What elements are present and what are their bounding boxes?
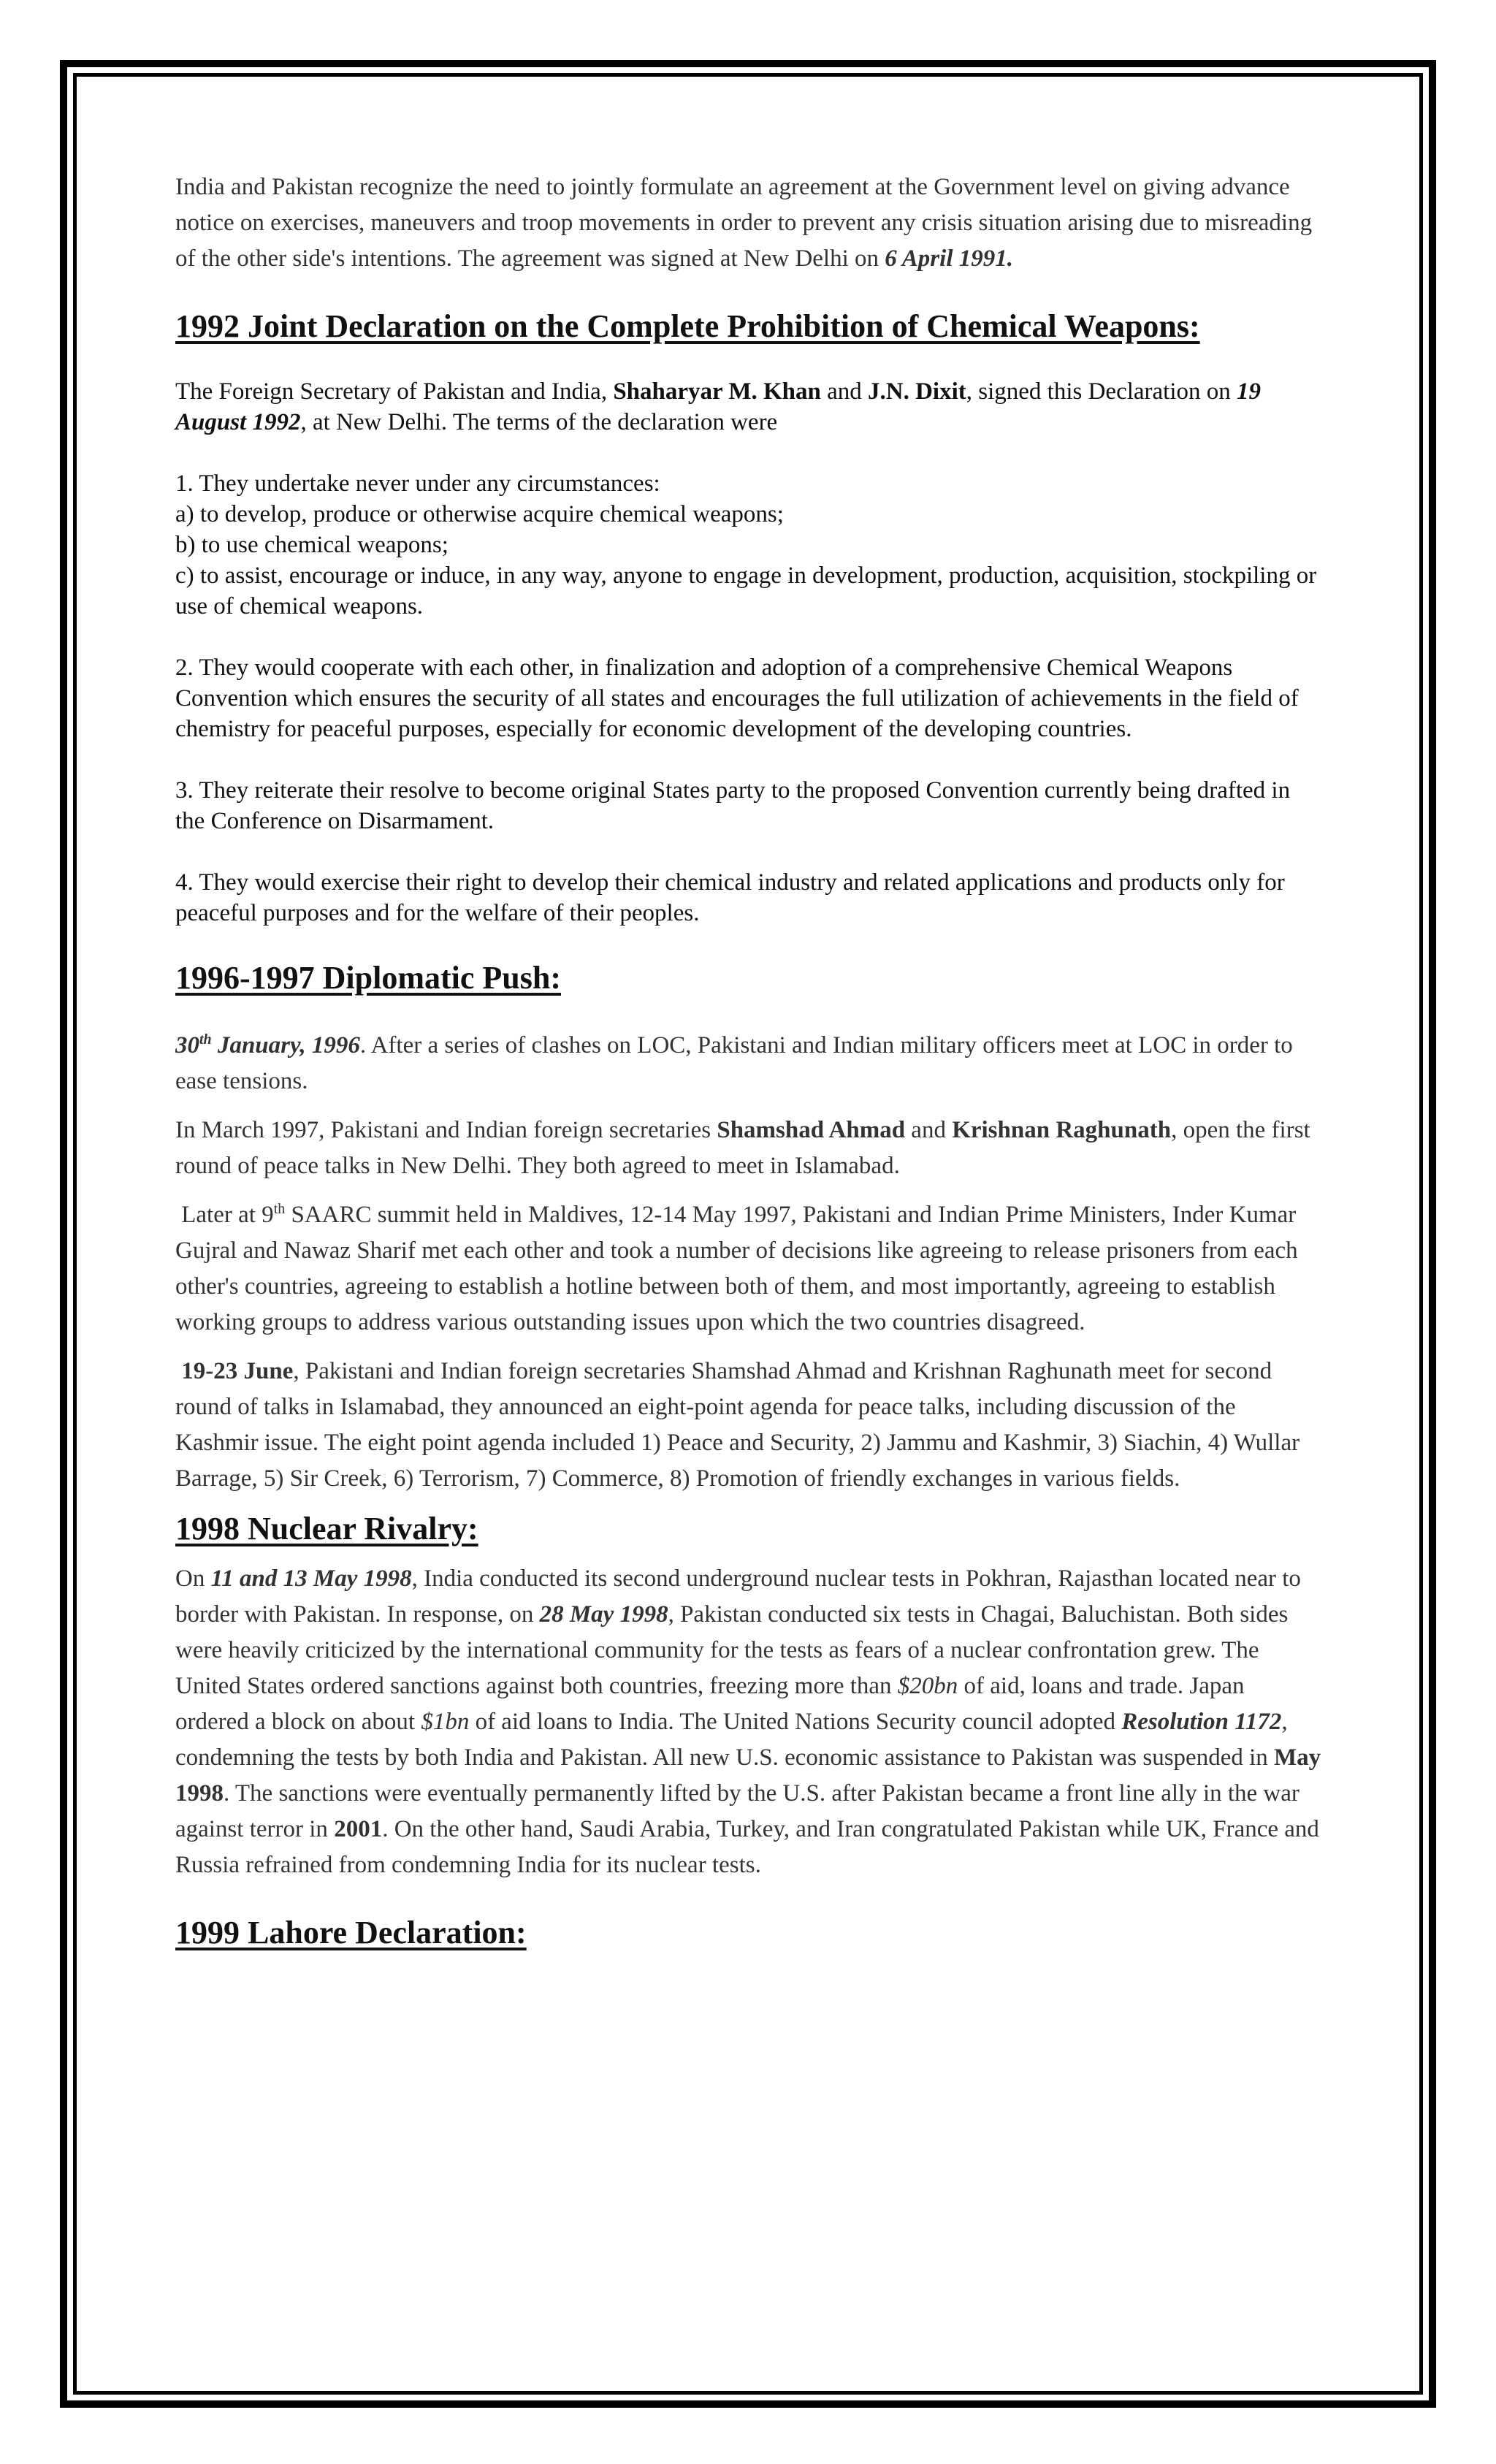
chem-intro-paragraph [175,376,1322,438]
diplo-day: 30 [175,1032,199,1059]
diplo-p3-b: SAARC summit held in Maldives, 12-14 May 1997, Pakistani and Indian Prime Ministers, Inder Kumar Gujral and Nawaz Sharif met each other and took a number of decisions like agreeing to release prisoners from each other's countries, agreeing to establish a hotline between both of them, and most importantly, agreeing to establish working groups to address various outstanding issues upon which the two countries disagreed. [175,1202,1298,1335]
diplo-p3-a: Later at 9 [181,1202,274,1228]
intro-paragraph [175,169,1322,277]
nuc-f: , condemning the tests by both India and Pakistan. All new U.S. economic assistance to Pakistan was suspended in [175,1709,1288,1771]
nuc-g: . The sanctions were eventually permanently lifted by the U.S. after Pakistan became a front line ally in the war against terror in [175,1780,1300,1842]
chem-p1-b: , signed this Declaration on [966,378,1237,405]
diplo-paragraph-2 [175,1113,1322,1184]
chem-p1-a: The Foreign Secretary of Pakistan and India, [175,378,614,405]
term-2: 2. They would cooperate with each other, in finalization and adoption of a comprehensive Chemical Weapons Convention which ensures the security of all states and encourages the full utilization of achievements in the field of chemistry for peaceful purposes, especially for economic development of the developing countries. [175,655,1299,742]
nuc-b: , India conducted its second underground nuclear tests in Pokhran, Rajasthan located near to border with Pakistan. In response, on [175,1565,1301,1628]
diplo-p4-text: , Pakistani and Indian foreign secretaries Shamshad Ahmad and Krishnan Raghunath meet for second round of talks in Islamabad, they announced an eight-point agenda for peace talks, including discussion of the Kashmir issue. The eight point agenda included 1) Peace and Security, 2) Jammu and Kashmir, 3) Siachin, 4) Wullar Barrage, 5) Sir Creek, 6) Terrorism, 7) Commerce, 8) Promotion of friendly exchanges in various fields. [175,1358,1300,1492]
intro-date: 6 April 1991. [885,245,1013,272]
name-jn-dixit: J.N. Dixit [868,378,966,405]
nuc-resolution: Resolution 1172 [1121,1709,1282,1735]
nuc-amount-2: $1bn [421,1709,470,1735]
diplo-p2-a: In March 1997, Pakistani and Indian foreign secretaries [175,1117,717,1143]
diplo-p2-and: and [905,1117,953,1143]
nuc-h: . On the other hand, Saudi Arabia, Turkey, and Iran congratulated Pakistan while UK, France and Russia refrained from condemning India for its nuclear tests. [175,1816,1319,1878]
chem-p1-and: and [820,378,869,405]
nuc-d: of aid, loans and trade. Japan ordered a block on about [175,1673,1245,1735]
nuclear-paragraph [175,1561,1322,1883]
term-1a: a) to develop, produce or otherwise acquire chemical weapons; [175,501,784,527]
term-1b: b) to use chemical weapons; [175,532,449,558]
intro-text: India and Pakistan recognize the need to jointly formulate an agreement at the Government level on giving advance notice on exercises, maneuvers and troop movements in order to prevent any crisis situation arising due to misreading of the other side's intentions. The agreement was signed at New Delhi on [175,174,1313,272]
nuc-e: of aid loans to India. The United Nations Security council adopted [469,1709,1122,1735]
name-shamshad-ahmad: Shamshad Ahmad [717,1117,906,1143]
nuc-c: , Pakistan conducted six tests in Chagai, Baluchistan. Both sides were heavily criticized by the international community for the tests as fears of a nuclear confrontation grew. The United States ordered sanctions against both countries, freezing more than [175,1601,1289,1699]
diplo-paragraph-4 [175,1354,1322,1497]
heading-diplomatic-push: 1996-1997 Diplomatic Push: [175,960,561,996]
nuc-date-1: 11 and 13 May 1998 [210,1565,412,1592]
nuc-a: On [175,1565,211,1592]
chem-date: 19 August 1992 [175,378,1262,435]
nuc-year: 2001 [334,1816,383,1842]
diplo-june-date: 19-23 June [181,1358,294,1384]
diplo-day-sup: th [199,1031,212,1048]
nuc-amount-1: $20bn [897,1673,958,1699]
name-krishnan-raghunath: Krishnan Raghunath [952,1117,1172,1143]
nuc-may: May 1998 [175,1744,1321,1807]
document-body [175,169,1322,1952]
term-4: 4. They would exercise their right to develop their chemical industry and related applications and products only for peaceful purposes and for the welfare of their peoples. [175,869,1285,926]
diplo-date: January, 1996 [211,1032,360,1059]
heading-nuclear-rivalry: 1998 Nuclear Rivalry: [175,1511,478,1546]
diplo-paragraph-3 [175,1197,1322,1340]
heading-lahore-declaration: 1999 Lahore Declaration: [175,1915,527,1950]
term-1c: c) to assist, encourage or induce, in any way, anyone to engage in development, production, acquisition, stockpiling or use of chemical weapons. [175,562,1317,619]
heading-chemical-weapons: 1992 Joint Declaration on the Complete Prohibition of Chemical Weapons: [175,308,1200,344]
diplo-paragraph-1 [175,1028,1322,1099]
term-1: 1. They undertake never under any circumstances: [175,470,660,497]
diplo-p1-text: . After a series of clashes on LOC, Pakistani and Indian military officers meet at LOC in order to ease tensions. [175,1032,1293,1094]
diplo-p2-b: , open the first round of peace talks in New Delhi. They both agreed to meet in Islamabad. [175,1117,1310,1179]
term-3: 3. They reiterate their resolve to become original States party to the proposed Convention currently being drafted in the Conference on Disarmament. [175,777,1291,834]
chem-p1-c: , at New Delhi. The terms of the declaration were [300,409,778,435]
nuc-date-2: 28 May 1998 [539,1601,668,1628]
name-shaharyar-khan: Shaharyar M. Khan [613,378,821,405]
diplo-p3-sup: th [273,1201,286,1217]
